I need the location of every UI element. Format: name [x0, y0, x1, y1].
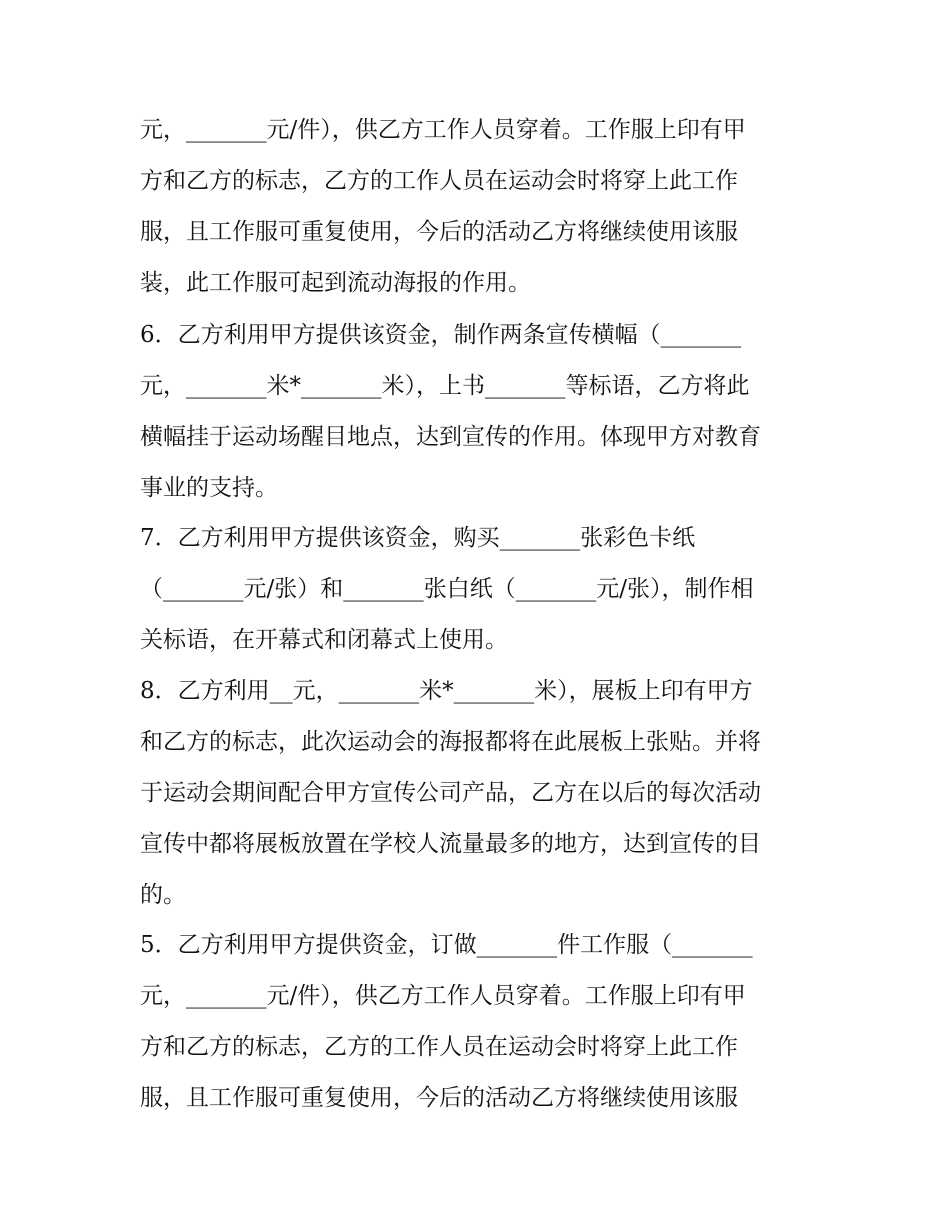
text-line: 元，_______米*_______米），上书_______等标语，乙方将此 [140, 373, 750, 399]
text-line: 于运动会期间配合甲方宣传公司产品，乙方在以后的每次活动 [140, 780, 761, 806]
text-line: 6．乙方利用甲方提供该资金，制作两条宣传横幅（_______ [140, 322, 742, 348]
text-line: 8．乙方利用__元，_______米*_______米），展板上印有甲方 [140, 678, 753, 704]
text-line: 和乙方的标志，此次运动会的海报都将在此展板上张贴。并将 [140, 729, 761, 755]
text-line: 元，_______元/件），供乙方工作人员穿着。工作服上印有甲 [140, 983, 746, 1009]
text-line: 服，且工作服可重复使用，今后的活动乙方将继续使用该服 [140, 1085, 738, 1111]
text-line: 事业的支持。 [140, 475, 278, 501]
text-line: （_______元/张）和_______张白纸（_______元/张），制作相 [140, 576, 754, 602]
text-line: 横幅挂于运动场醒目地点，达到宣传的作用。体现甲方对教育 [140, 424, 761, 450]
text-line: 服，且工作服可重复使用，今后的活动乙方将继续使用该服 [140, 219, 738, 245]
text-line: 元，_______元/件），供乙方工作人员穿着。工作服上印有甲 [140, 117, 746, 143]
text-line: 方和乙方的标志，乙方的工作人员在运动会时将穿上此工作 [140, 1034, 738, 1060]
text-line: 方和乙方的标志，乙方的工作人员在运动会时将穿上此工作 [140, 168, 738, 194]
text-line: 宣传中都将展板放置在学校人流量最多的地方，达到宣传的目 [140, 831, 761, 857]
text-line: 装，此工作服可起到流动海报的作用。 [140, 270, 531, 296]
text-line: 7．乙方利用甲方提供该资金，购买_______张彩色卡纸 [140, 525, 696, 551]
text-line: 5．乙方利用甲方提供资金，订做_______件工作服（_______ [140, 932, 753, 958]
text-line: 的。 [140, 882, 186, 908]
text-line: 关标语，在开幕式和闭幕式上使用。 [140, 627, 508, 653]
